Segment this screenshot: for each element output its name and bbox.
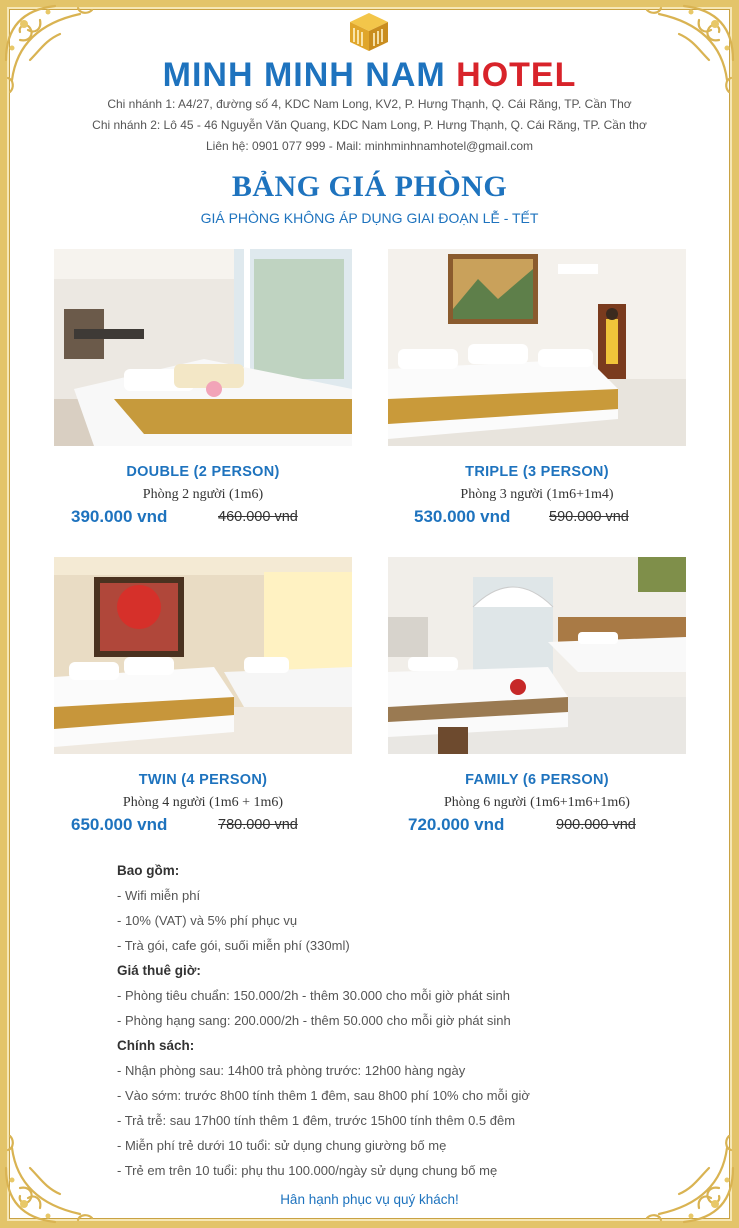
contact-info[interactable]: Liên hệ: 0901 077 999 - Mail: minhminhnamhotel@gmail.com <box>205 139 534 153</box>
room-name: DOUBLE (2 PERSON) <box>126 464 280 480</box>
triple-room-photo <box>388 249 686 446</box>
hourly-rates-heading: Giá thuê giờ: <box>117 963 201 978</box>
room-description: Phòng 6 người (1m6+1m6+1m6) <box>444 795 630 810</box>
includes-item: - Trà gói, cafe gói, suối miễn phí (330ml) <box>117 938 350 953</box>
room-card-triple[interactable] <box>388 249 686 531</box>
policy-item: - Miễn phí trẻ dưới 10 tuổi: sử dụng chung giường bố mẹ <box>117 1138 447 1153</box>
room-description: Phòng 3 người (1m6+1m4) <box>460 487 614 502</box>
room-old-price: 590.000 vnd <box>549 509 629 525</box>
includes-item: - 10% (VAT) và 5% phí phục vụ <box>117 913 298 928</box>
thank-you-message: Hân hạnh phục vụ quý khách! <box>280 1192 459 1207</box>
room-description: Phòng 4 người (1m6 + 1m6) <box>122 795 284 810</box>
room-price: 720.000 vnd <box>408 815 505 834</box>
room-old-price: 900.000 vnd <box>556 817 636 833</box>
room-price: 390.000 vnd <box>71 507 168 526</box>
room-price: 530.000 vnd <box>414 507 511 526</box>
hourly-rate-item: - Phòng tiêu chuẩn: 150.000/2h - thêm 30.000 cho mỗi giờ phát sinh <box>117 988 511 1003</box>
branch-1-address: Chi nhánh 1: A4/27, đường số 4, KDC Nam Long, KV2, P. Hưng Thạnh, Q. Cái Răng, TP. Cần Thơ <box>107 97 632 111</box>
room-old-price: 460.000 vnd <box>218 509 298 525</box>
twin-room-photo <box>54 557 352 754</box>
hotel-logo-icon <box>348 12 390 52</box>
price-list-subtitle: GIÁ PHÒNG KHÔNG ÁP DỤNG GIAI ĐOẠN LỄ - TẾT <box>200 210 539 226</box>
room-name: FAMILY (6 PERSON) <box>465 772 609 788</box>
room-name: TRIPLE (3 PERSON) <box>465 464 609 480</box>
policy-item: - Nhận phòng sau: 14h00 trả phòng trước: 12h00 hàng ngày <box>117 1063 466 1078</box>
room-card-double[interactable] <box>54 249 352 531</box>
hotel-name: MINH MINH NAM HOTEL <box>162 56 577 94</box>
policy-item: - Trẻ em trên 10 tuổi: phụ thu 100.000/ngày sử dụng chung bố mẹ <box>117 1163 498 1178</box>
hourly-rate-item: - Phòng hạng sang: 200.000/2h - thêm 50.000 cho mỗi giờ phát sinh <box>117 1013 511 1028</box>
room-name: TWIN (4 PERSON) <box>138 772 268 788</box>
includes-item: - Wifi miễn phí <box>117 888 201 903</box>
family-room-photo <box>388 557 686 754</box>
room-card-family[interactable] <box>388 557 686 839</box>
room-description: Phòng 2 người (1m6) <box>142 487 264 502</box>
policy-item: - Vào sớm: trước 8h00 tính thêm 1 đêm, sau 8h00 phí 10% cho mỗi giờ <box>117 1088 530 1103</box>
branch-2-address: Chi nhánh 2: Lô 45 - 46 Nguyễn Văn Quang, KDC Nam Long, P. Hưng Thạnh, Q. Cái Răng, TP. Cần thơ <box>92 118 647 132</box>
room-price: 650.000 vnd <box>71 815 168 834</box>
room-old-price: 780.000 vnd <box>218 817 298 833</box>
room-card-twin[interactable] <box>54 557 352 839</box>
corner-ornament-icon <box>0 1128 100 1228</box>
policy-heading: Chính sách: <box>117 1038 195 1053</box>
terms-section <box>117 858 677 1183</box>
double-room-photo <box>54 249 352 446</box>
hotel-name-accent: HOTEL <box>456 56 577 94</box>
policy-item: - Trả trễ: sau 17h00 tính thêm 1 đêm, trước 15h00 tính thêm 0.5 đêm <box>117 1113 516 1128</box>
price-list-title: BẢNG GIÁ PHÒNG <box>231 170 508 203</box>
includes-heading: Bao gồm: <box>117 863 180 878</box>
